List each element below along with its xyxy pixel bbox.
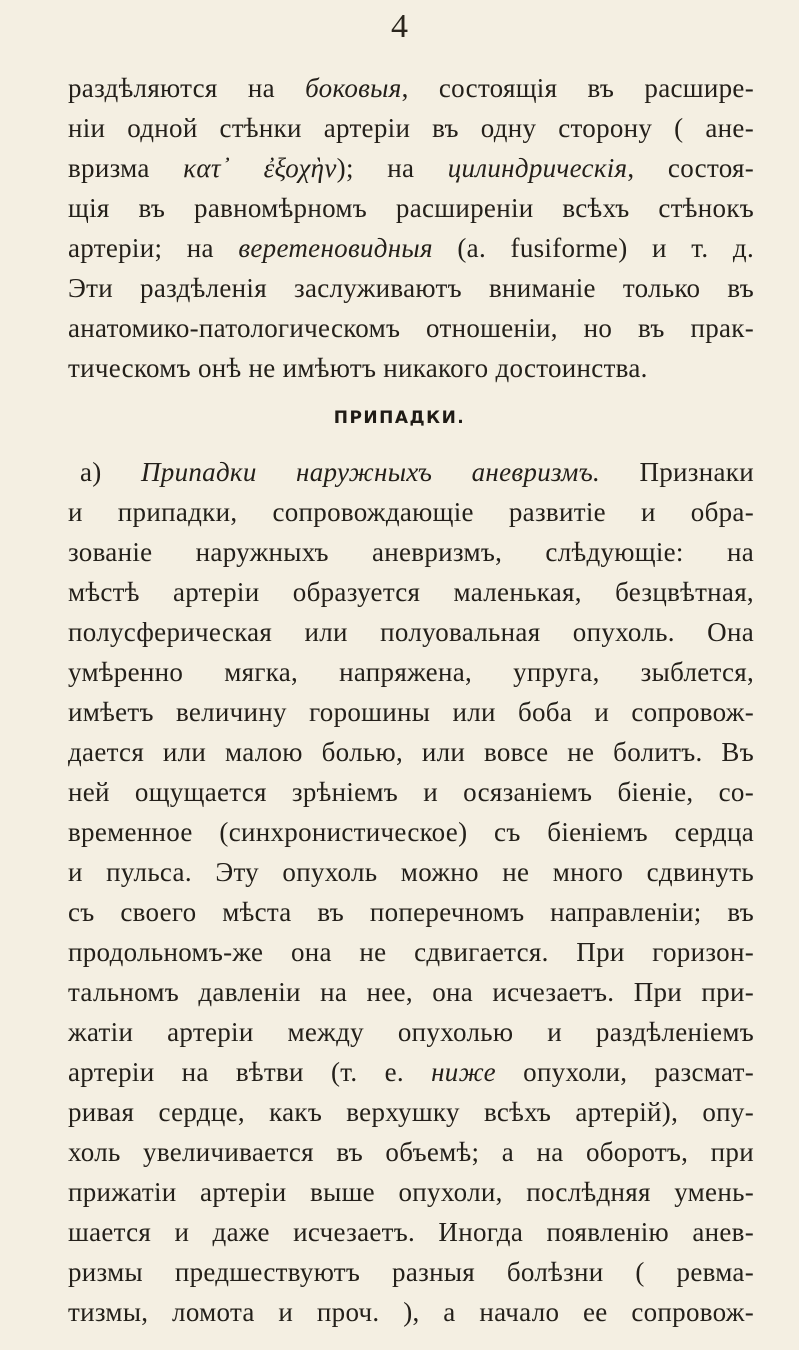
text-segment: Признаки [600, 457, 754, 487]
text-line [68, 1212, 754, 1252]
text-segment: щія въ равномѣрномъ расширеніи всѣхъ стѣнокъ [68, 193, 754, 223]
text-line [68, 1052, 754, 1092]
text-line [68, 892, 754, 932]
text-line [68, 1292, 754, 1332]
text-line [68, 228, 754, 268]
text-line [68, 1012, 754, 1052]
text-segment: съ своего мѣста въ поперечномъ направленіи; въ [68, 897, 754, 927]
text-segment: , состоя- [627, 153, 754, 183]
text-segment: холь увеличивается въ объемѣ; а на оборотъ, при [68, 1137, 754, 1167]
italic-text: веретеновидныя [238, 233, 433, 263]
text-segment: раздѣляются на [68, 73, 306, 103]
text-segment: шается и даже исчезаетъ. Иногда появленію анев- [68, 1217, 754, 1247]
text-segment: тизмы, ломота и проч. ), а начало ее сопровож- [68, 1297, 754, 1327]
text-segment: ней ощущается зрѣніемъ и осязаніемъ біеніе, со- [68, 777, 754, 807]
italic-text: цилиндрическія [447, 153, 628, 183]
italic-text: ниже [431, 1057, 496, 1087]
text-segment: ризмы предшествуютъ разныя болѣзни ( ревма- [68, 1257, 754, 1287]
page-number: 4 [391, 8, 408, 45]
text-segment: временное (синхронистическое) съ біеніемъ сердца [68, 817, 754, 847]
text-segment: опухоли, разсмат- [495, 1057, 754, 1087]
section-heading: ПРИПАДКИ. [333, 408, 466, 428]
text-segment: вризма [68, 153, 184, 183]
text-segment: Эти раздѣленія заслуживаютъ вниманіе только въ [68, 273, 754, 303]
text-line [68, 732, 754, 772]
text-segment: анатомико-патологическомъ отношеніи, но въ прак- [68, 313, 754, 343]
text-line [68, 932, 754, 972]
text-segment: и пульса. Эту опухоль можно не много сдвинуть [68, 857, 754, 887]
text-segment: тическомъ онѣ не имѣютъ никакого достоинства. [68, 353, 648, 383]
text-segment: прижатіи артеріи выше опухоли, послѣдняя умень- [68, 1177, 754, 1207]
italic-text: боковыя [305, 73, 402, 103]
text-line [68, 492, 754, 532]
text-line [68, 68, 754, 108]
text-segment: дается или малою болью, или вовсе не болитъ. Въ [68, 737, 754, 767]
text-segment: имѣетъ величину горошины или боба и сопровож- [68, 697, 754, 727]
text-line [68, 1132, 754, 1172]
text-line [68, 652, 754, 692]
text-line [68, 972, 754, 1012]
italic-text: κατ᾽ ἐξοχὴν [183, 153, 337, 183]
text-line [68, 348, 754, 388]
text-line [68, 692, 754, 732]
text-segment: артеріи; на [68, 233, 239, 263]
text-line [68, 452, 754, 492]
text-line [68, 268, 754, 308]
italic-text: Припадки наружныхъ аневризмъ. [140, 457, 601, 487]
text-segment: , состоящія въ расшире- [401, 73, 755, 103]
text-line [68, 148, 754, 188]
paragraph-classification [68, 68, 754, 388]
text-line [68, 852, 754, 892]
text-segment: умѣренно мягка, напряжена, упруга, зыблется, [68, 657, 754, 687]
text-line [68, 612, 754, 652]
text-segment: продольномъ-же она не сдвигается. При горизон- [68, 937, 754, 967]
text-segment: и припадки, сопровождающіе развитіе и обра- [68, 497, 754, 527]
text-line [68, 108, 754, 148]
text-segment: (а. fusiforme) и т. д. [432, 233, 754, 263]
text-segment: тальномъ давленіи на нее, она исчезаетъ. При при- [68, 977, 754, 1007]
text-segment: жатіи артеріи между опухолью и раздѣленіемъ [68, 1017, 754, 1047]
text-line [68, 532, 754, 572]
text-segment: а) [80, 457, 141, 487]
text-segment: полусферическая или полуовальная опухоль. Она [68, 617, 754, 647]
text-line [68, 1252, 754, 1292]
text-line [68, 572, 754, 612]
text-segment: ніи одной стѣнки артеріи въ одну сторону ( ане- [68, 113, 754, 143]
text-segment: зованіе наружныхъ аневризмъ, слѣдующіе: на [68, 537, 754, 567]
text-line [68, 1092, 754, 1132]
text-segment: мѣстѣ артеріи образуется маленькая, безцвѣтная, [68, 577, 754, 607]
text-segment: ); на [336, 153, 448, 183]
text-line [68, 308, 754, 348]
text-line [68, 188, 754, 228]
text-line [68, 1172, 754, 1212]
text-segment: ривая сердце, какъ верхушку всѣхъ артерій), опу- [68, 1097, 754, 1127]
text-line [68, 772, 754, 812]
text-segment: артеріи на вѣтви (т. е. [68, 1057, 432, 1087]
paragraph-symptoms [68, 452, 754, 1332]
text-line [68, 812, 754, 852]
